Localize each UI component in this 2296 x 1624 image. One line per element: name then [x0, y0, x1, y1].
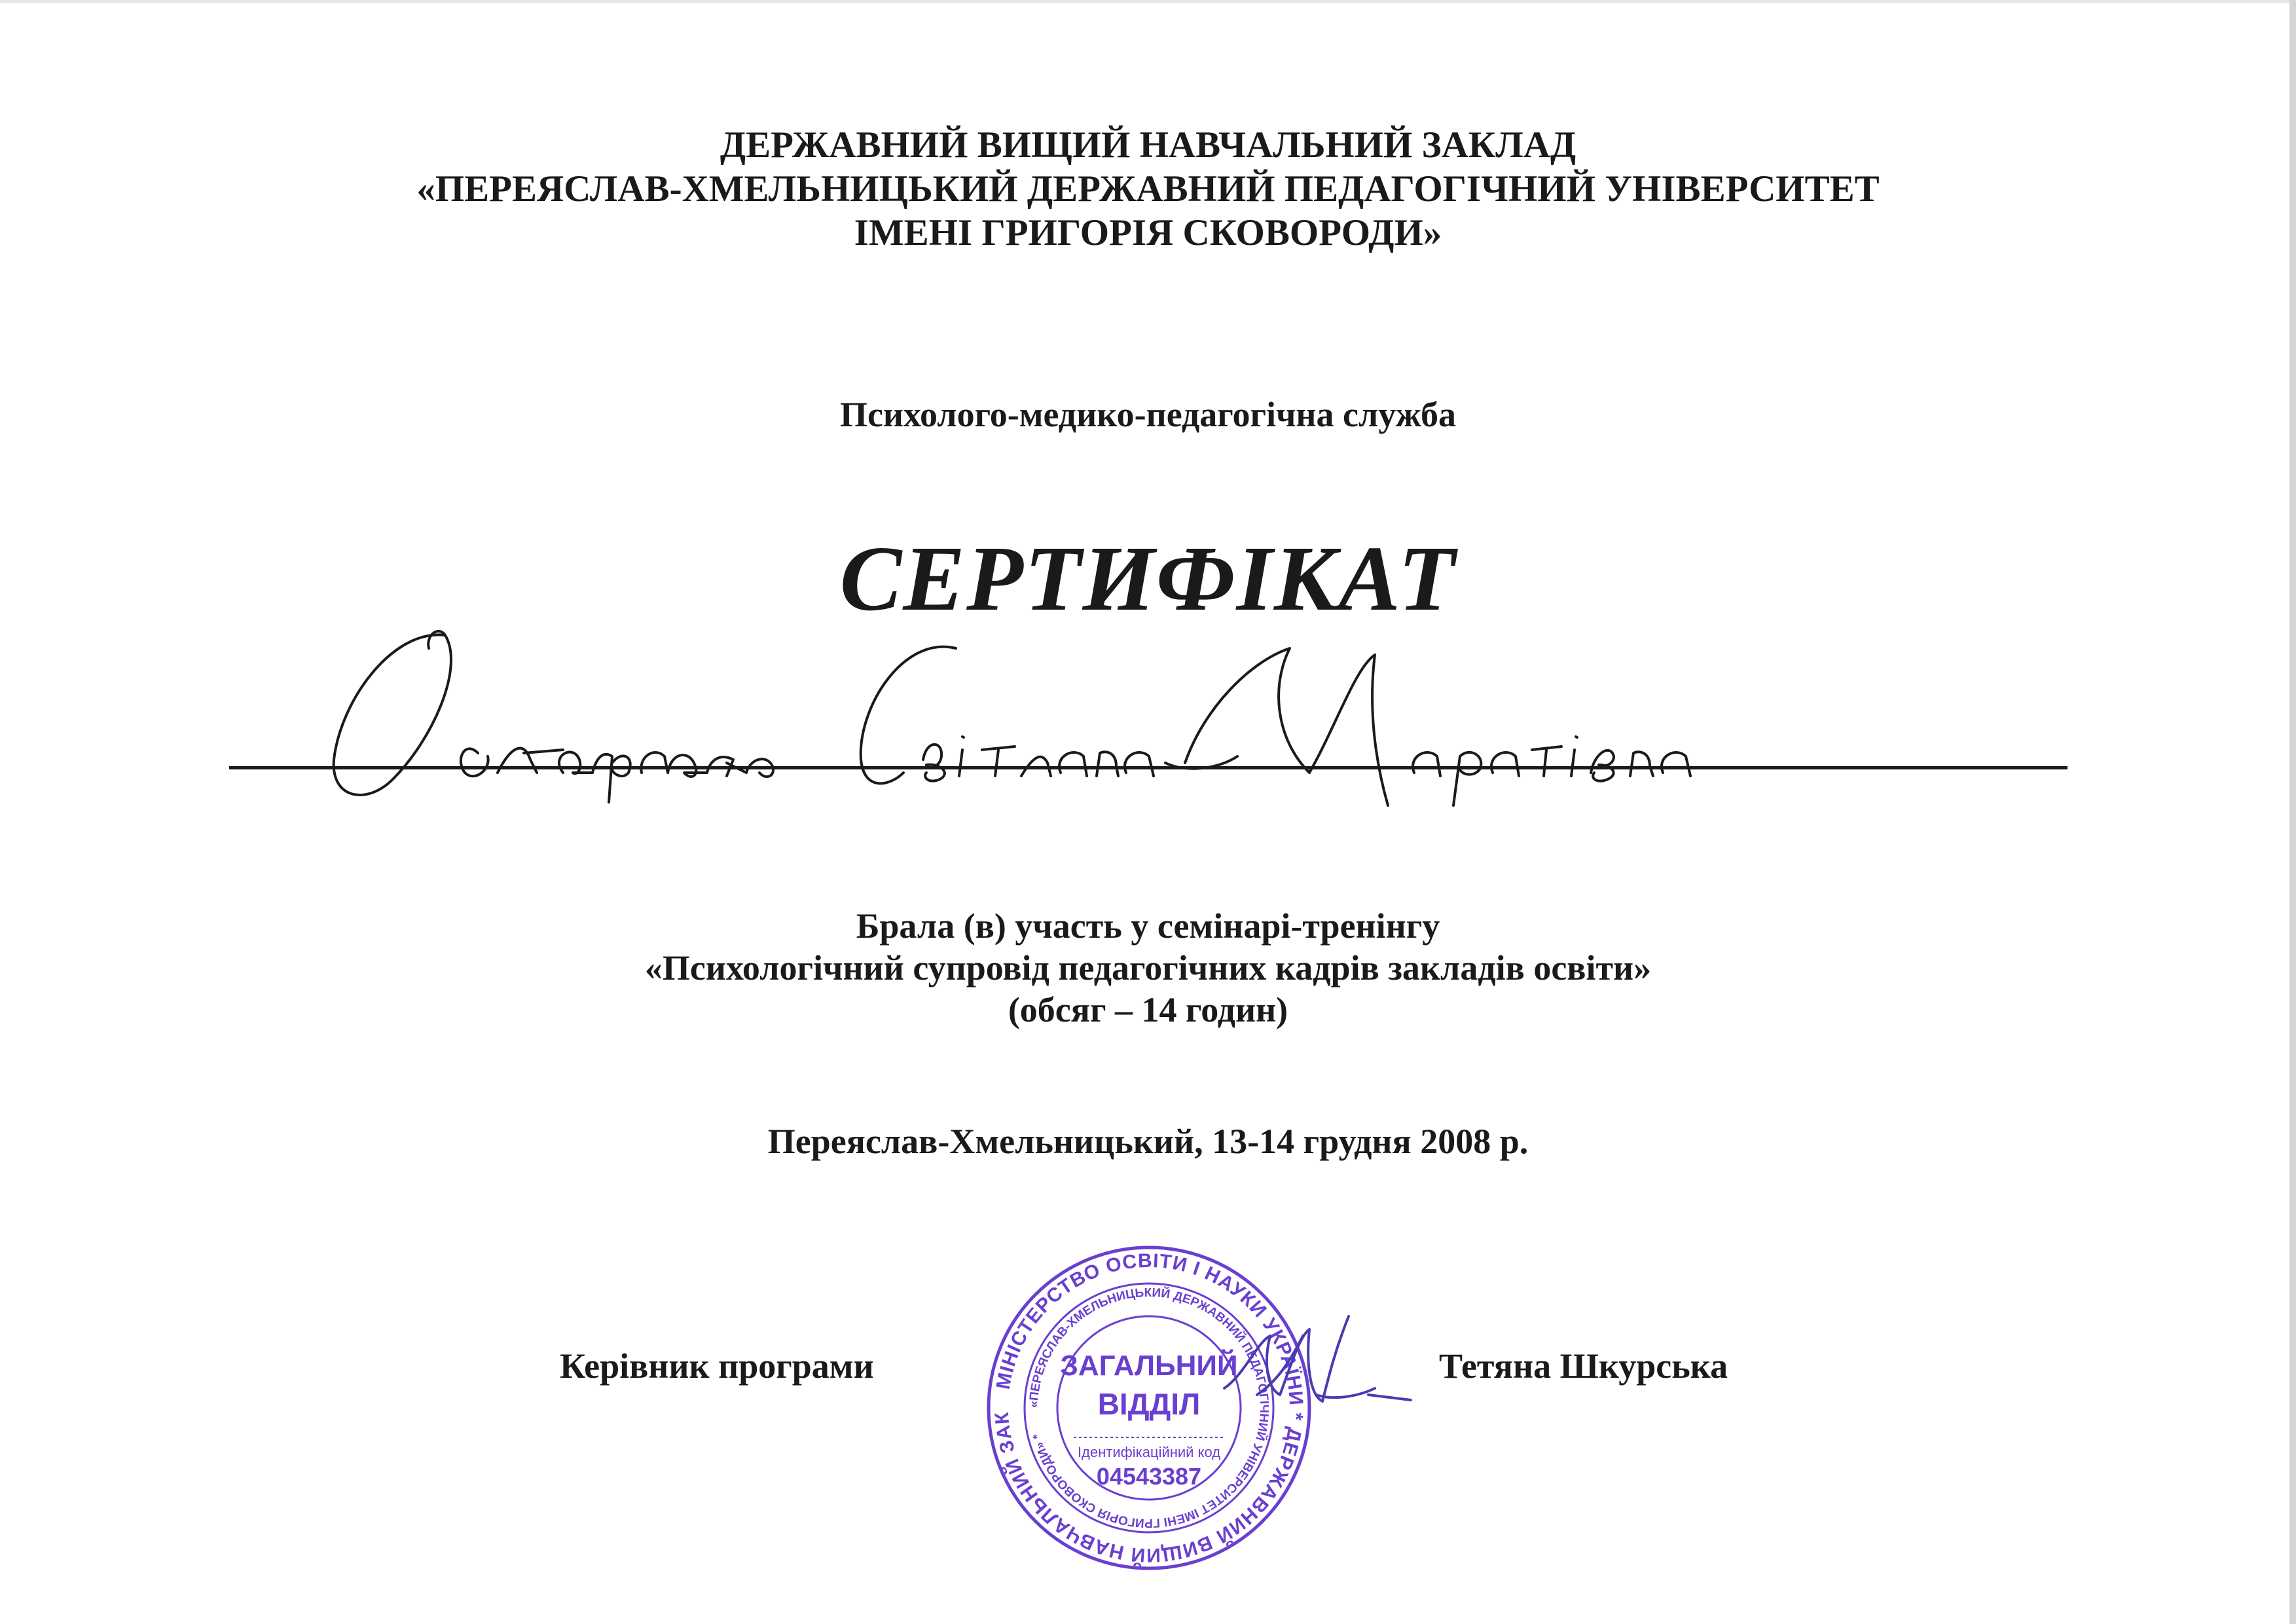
- place-and-date: Переяслав-Хмельницький, 13-14 грудня 2008 р.: [767, 1122, 1529, 1161]
- participation-text: [0, 905, 2296, 1031]
- signatory-role: Керівник програми: [560, 1346, 874, 1386]
- institution-header: [0, 123, 2296, 255]
- stamp-id-label: Ідентифікаційний код: [1077, 1444, 1221, 1460]
- seminar-title: «Психологічний супровід педагогічних кадрів закладів освіти»: [644, 948, 1652, 987]
- institution-line-3: ІМЕНІ ГРИГОРІЯ СКОВОРОДИ»: [854, 212, 1442, 253]
- stamp-inner-text: «ПЕРЕЯСЛАВ-ХМЕЛЬНИЦЬКИЙ ДЕРЖАВНИЙ ПЕДАГОГІЧНИЙ УНІВЕРСИТЕТ ІМЕНІ ГРИГОРІЯ СКОВОРОДИ» *: [1027, 1285, 1271, 1530]
- institution-line-2: «ПЕРЕЯСЛАВ-ХМЕЛЬНИЦЬКИЙ ДЕРЖАВНИЙ ПЕДАГОГІЧНИЙ УНІВЕРСИТЕТ: [416, 168, 1880, 210]
- seminar-hours: (обсяг – 14 годин): [1008, 990, 1288, 1029]
- stamp-center-line-1: ЗАГАЛЬНИЙ: [1060, 1350, 1238, 1382]
- scan-edge-top: [0, 0, 2296, 3]
- stamp-id-code: 04543387: [1096, 1463, 1202, 1490]
- stamp-outer-text: МІНІСТЕРСТВО ОСВІТИ І НАУКИ УКРАЇНИ * ДЕРЖАВНИЙ ВИЩИЙ НАВЧАЛЬНИЙ ЗАК: [991, 1249, 1307, 1566]
- institution-line-1: ДЕРЖАВНИЙ ВИЩИЙ НАВЧАЛЬНИЙ ЗАКЛАД: [720, 124, 1576, 166]
- recipient-name-handwritten: [314, 609, 1820, 825]
- handwritten-signature: [1218, 1297, 1414, 1428]
- certificate-title: СЕРТИФІКАТ: [839, 526, 1457, 630]
- name-underline: [229, 766, 2068, 769]
- participation-line-1: Брала (в) участь у семінарі-тренінгу: [856, 906, 1440, 946]
- service-name: Психолого-медико-педагогічна служба: [839, 395, 1457, 434]
- stamp-center-line-2: ВІДДІЛ: [1097, 1387, 1201, 1421]
- signatory-name: Тетяна Шкурська: [1439, 1346, 1728, 1386]
